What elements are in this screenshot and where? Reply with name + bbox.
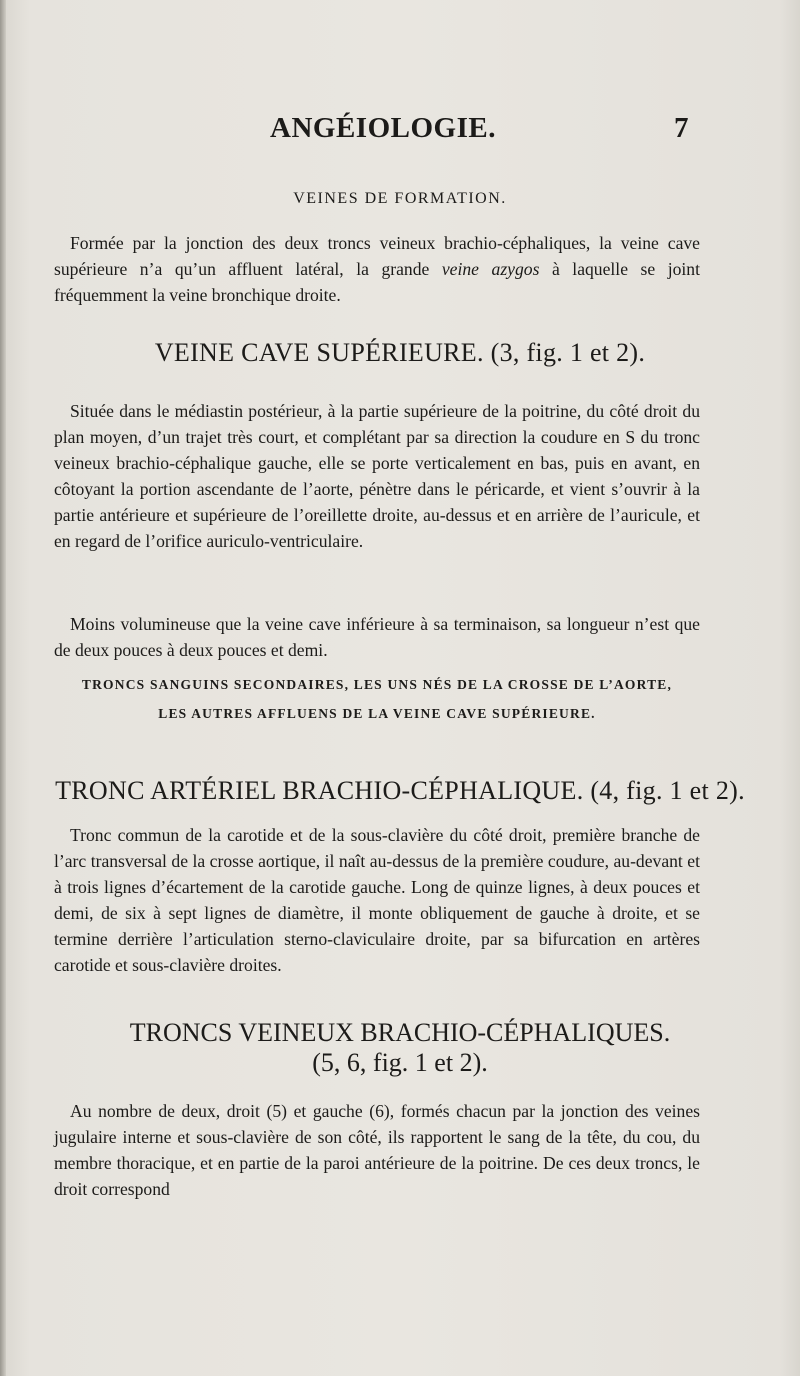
heading-troncs-sanguins-line-2: LES AUTRES AFFLUENS DE LA VEINE CAVE SUPÉRIEURE. <box>158 706 596 721</box>
heading-tronc-arteriel-title: TRONC ARTÉRIEL BRACHIO-CÉPHALIQUE. <box>55 776 584 805</box>
heading-troncs-veineux-brachio-cephaliques <box>0 1018 800 1078</box>
heading-troncs-sanguins-line-1: TRONCS SANGUINS SECONDAIRES, LES UNS NÉS DE LA CROSSE DE L’AORTE, <box>81 677 673 692</box>
page-number: 7 <box>674 112 689 144</box>
heading-veine-cave-superieure-title: VEINE CAVE SUPÉRIEURE. <box>154 338 484 367</box>
paragraph-troncs-veineux: Au nombre de deux, droit (5) et gauche (6), formés chacun par la jonction des veines jugulaire interne et sous-clavière de son côté, ils rapportent le sang de la tête, du cou, du membre thoracique, et en partie de la paroi antérieure de la poitrine. De ces deux troncs, le droit correspond <box>54 1101 700 1199</box>
heading-troncs-veineux-title: TRONCS VEINEUX BRACHIO-CÉPHALIQUES. <box>129 1018 671 1047</box>
heading-veines-de-formation: VEINES DE FORMATION. <box>293 190 507 207</box>
paragraph-tronc-arteriel: Tronc commun de la carotide et de la sous-clavière du côté droit, première branche de l’arc transversal de la crosse aortique, il naît au-dessus de la première coudure, au-devant et à trois lignes d’écartement de la carotide gauche. Long de quinze lignes, à deux pouces et demi, de six à sept lignes de diamètre, il monte obliquement de gauche à droite, et se termine derrière l’articulation sterno-claviculaire droite, par sa bifurcation en artères carotide et sous-clavière droites. <box>54 825 700 975</box>
heading-veine-cave-superieure-ref: (3, fig. 1 et 2). <box>490 338 646 367</box>
italic-term-veine-azygos: veine azygos <box>441 259 540 279</box>
heading-veine-cave-superieure <box>0 338 800 368</box>
heading-troncs-veineux-ref: (5, 6, fig. 1 et 2). <box>312 1048 488 1077</box>
paragraph-formation <box>54 230 700 308</box>
paragraph-veine-cave-1: Située dans le médiastin postérieur, à la partie supérieure de la poitrine, du côté droit du plan moyen, d’un trajet très court, et complétant par sa direction la coudure en S du tronc veineux brachio-céphalique gauche, elle se porte verticalement en bas, puis en avant, en côtoyant la portion ascendante de l’aorte, pénètre dans le péricarde, et vient s’ouvrir à la partie antérieure et supérieure de l’oreillette droite, au-dessus et en arrière de l’auricule, et en regard de l’orifice auriculo-ventriculaire. <box>54 401 700 551</box>
paragraph-formation-text-end: à laquelle se joint fréquemment la veine bronchique droite. <box>54 259 700 305</box>
heading-troncs-sanguins-secondaires <box>54 670 700 728</box>
running-head <box>0 112 800 152</box>
heading-tronc-arteriel-brachio-cephalique <box>0 776 800 806</box>
paragraph-formation-text-start: Formée par la jonction des deux troncs veineux brachio-céphaliques, la veine cave supérieure n’a qu’un affluent latéral, la grande <box>54 233 700 279</box>
running-title: ANGÉIOLOGIE. <box>270 112 496 144</box>
heading-tronc-arteriel-ref: (4, fig. 1 et 2). <box>590 776 745 805</box>
paragraph-veine-cave-2: Moins volumineuse que la veine cave inférieure à sa terminaison, sa longueur n’est que de deux pouces à deux pouces et demi. <box>54 614 700 660</box>
